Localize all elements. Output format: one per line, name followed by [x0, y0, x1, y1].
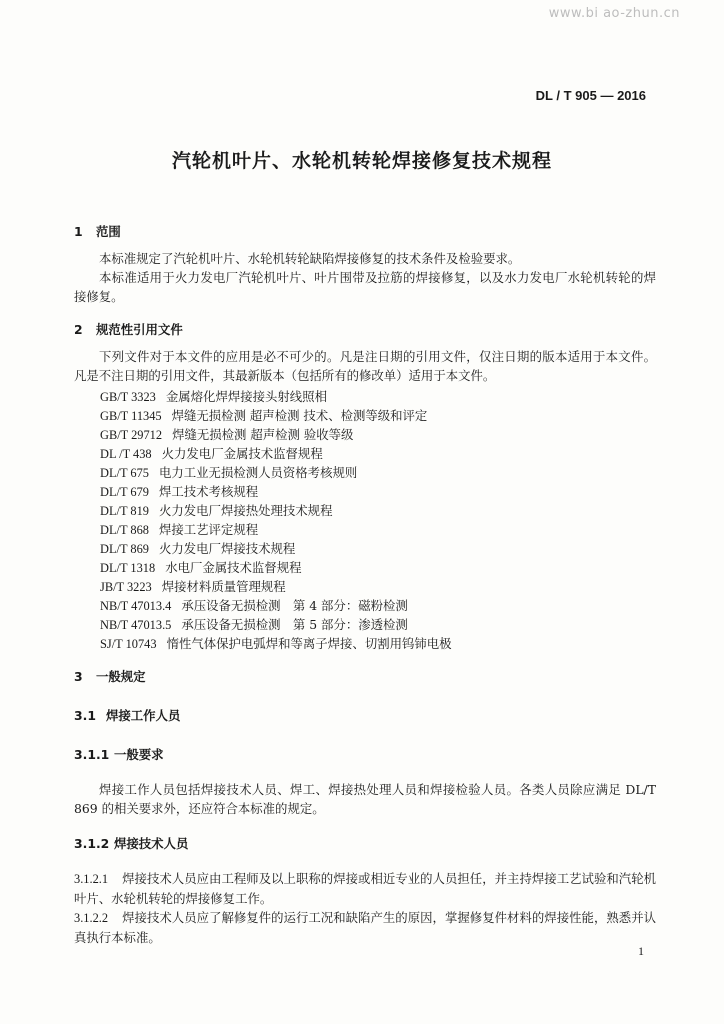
section-title: 焊接工作人员 — [106, 708, 181, 723]
reference-title: 焊接工艺评定规程 — [159, 522, 259, 537]
section-3-heading — [74, 667, 656, 686]
reference-code: SJ/T 10743 — [100, 637, 157, 651]
references-intro: 下列文件对于本文件的应用是必不可少的。凡是注日期的引用文件，仅注日期的版本适用于本文件。凡是不注日期的引用文件，其最新版本（包括所有的修改单）适用于本文件。 — [74, 349, 656, 383]
reference-title: 承压设备无损检测 第 5 部分：渗透检测 — [181, 617, 408, 632]
clause-number: 3.1.2.1 — [74, 872, 109, 886]
clause-text: 焊接技术人员应了解修复件的运行工况和缺陷产生的原因，掌握修复件材料的焊接性能，熟悉并认真执行本标准。 — [74, 910, 656, 945]
reference-title: 火力发电厂金属技术监督规程 — [161, 446, 323, 461]
section-3-1-1-heading — [74, 745, 656, 764]
reference-code: DL/T 869 — [100, 542, 149, 556]
scope-paragraph-2: 本标准适用于火力发电厂汽轮机叶片、叶片围带及拉筋的焊接修复，以及水力发电厂水轮机转轮的焊接修复。 — [74, 270, 656, 304]
section-number: 2 — [74, 322, 83, 337]
section-1-heading — [74, 222, 656, 241]
section-title: 范围 — [96, 224, 121, 239]
reference-code: DL/T 675 — [100, 466, 149, 480]
reference-item — [74, 425, 656, 444]
reference-title: 焊缝无损检测 超声检测 验收等级 — [172, 427, 354, 442]
section-number: 3.1 — [74, 708, 96, 723]
reference-item — [74, 634, 656, 653]
reference-title: 金属熔化焊焊接接头射线照相 — [165, 389, 327, 404]
reference-item — [74, 387, 656, 406]
clause-text: 焊接技术人员应由工程师及以上职称的焊接或相近专业的人员担任，并主持焊接工艺试验和汽轮机叶片、水轮机转轮的焊接修复工作。 — [74, 871, 656, 906]
reference-item — [74, 406, 656, 425]
clause-3-1-2-1 — [74, 869, 656, 908]
reference-item — [74, 558, 656, 577]
section-title: 焊接技术人员 — [114, 836, 189, 851]
reference-title: 焊工技术考核规程 — [159, 484, 259, 499]
reference-code: GB/T 29712 — [100, 428, 163, 442]
watermark-text: www.bi ao-zhun.cn — [548, 6, 680, 21]
reference-title: 电力工业无损检测人员资格考核规则 — [159, 465, 358, 480]
reference-title: 惰性气体保护电弧焊和等离子焊接、切割用钨铈电极 — [166, 636, 452, 651]
section-3-1-2-heading — [74, 834, 656, 853]
reference-code: DL/T 819 — [100, 504, 149, 518]
reference-title: 焊接材料质量管理规程 — [161, 579, 286, 594]
reference-item — [74, 444, 656, 463]
reference-title: 水电厂金属技术监督规程 — [165, 560, 302, 575]
document-title: 汽轮机叶片、水轮机转轮焊接修复技术规程 — [171, 150, 552, 172]
scope-paragraph-1: 本标准规定了汽轮机叶片、水轮机转轮缺陷焊接修复的技术条件及检验要求。 — [99, 251, 521, 266]
reference-item — [74, 596, 656, 615]
reference-title: 火力发电厂焊接技术规程 — [159, 541, 296, 556]
reference-title: 火力发电厂焊接热处理技术规程 — [159, 503, 333, 518]
reference-title: 承压设备无损检测 第 4 部分：磁粉检测 — [181, 598, 408, 613]
reference-item — [74, 520, 656, 539]
section-title: 一般要求 — [114, 747, 164, 762]
section-number: 3 — [74, 669, 83, 684]
reference-code: DL /T 438 — [100, 447, 152, 461]
section-number: 1 — [74, 224, 83, 239]
section-title: 一般规定 — [96, 669, 146, 684]
reference-item — [74, 539, 656, 558]
document-body — [74, 222, 656, 947]
section-number: 3.1.2 — [74, 836, 110, 851]
reference-list — [74, 387, 656, 653]
reference-code: GB/T 3323 — [100, 390, 156, 404]
reference-item — [74, 615, 656, 634]
reference-code: GB/T 11345 — [100, 409, 162, 423]
reference-title: 焊缝无损检测 超声检测 技术、检测等级和评定 — [171, 408, 428, 423]
general-requirements-paragraph: 焊接工作人员包括焊接技术人员、焊工、焊接热处理人员和焊接检验人员。各类人员除应满足 DL/T 869 的相关要求外，还应符合本标准的规定。 — [74, 782, 656, 816]
reference-code: NB/T 47013.5 — [100, 618, 172, 632]
clause-3-1-2-2 — [74, 908, 656, 947]
page-number: 1 — [638, 944, 644, 958]
reference-item — [74, 482, 656, 501]
clause-number: 3.1.2.2 — [74, 911, 109, 925]
reference-item — [74, 577, 656, 596]
reference-item — [74, 501, 656, 520]
reference-code: JB/T 3223 — [100, 580, 152, 594]
section-2-heading — [74, 320, 656, 339]
section-title: 规范性引用文件 — [96, 322, 183, 337]
standard-code: DL / T 905 — 2016 — [535, 88, 646, 103]
reference-code: DL/T 679 — [100, 485, 149, 499]
section-3-1-heading — [74, 706, 656, 725]
reference-code: DL/T 1318 — [100, 561, 156, 575]
section-number: 3.1.1 — [74, 747, 110, 762]
reference-code: NB/T 47013.4 — [100, 599, 172, 613]
reference-code: DL/T 868 — [100, 523, 149, 537]
reference-item — [74, 463, 656, 482]
